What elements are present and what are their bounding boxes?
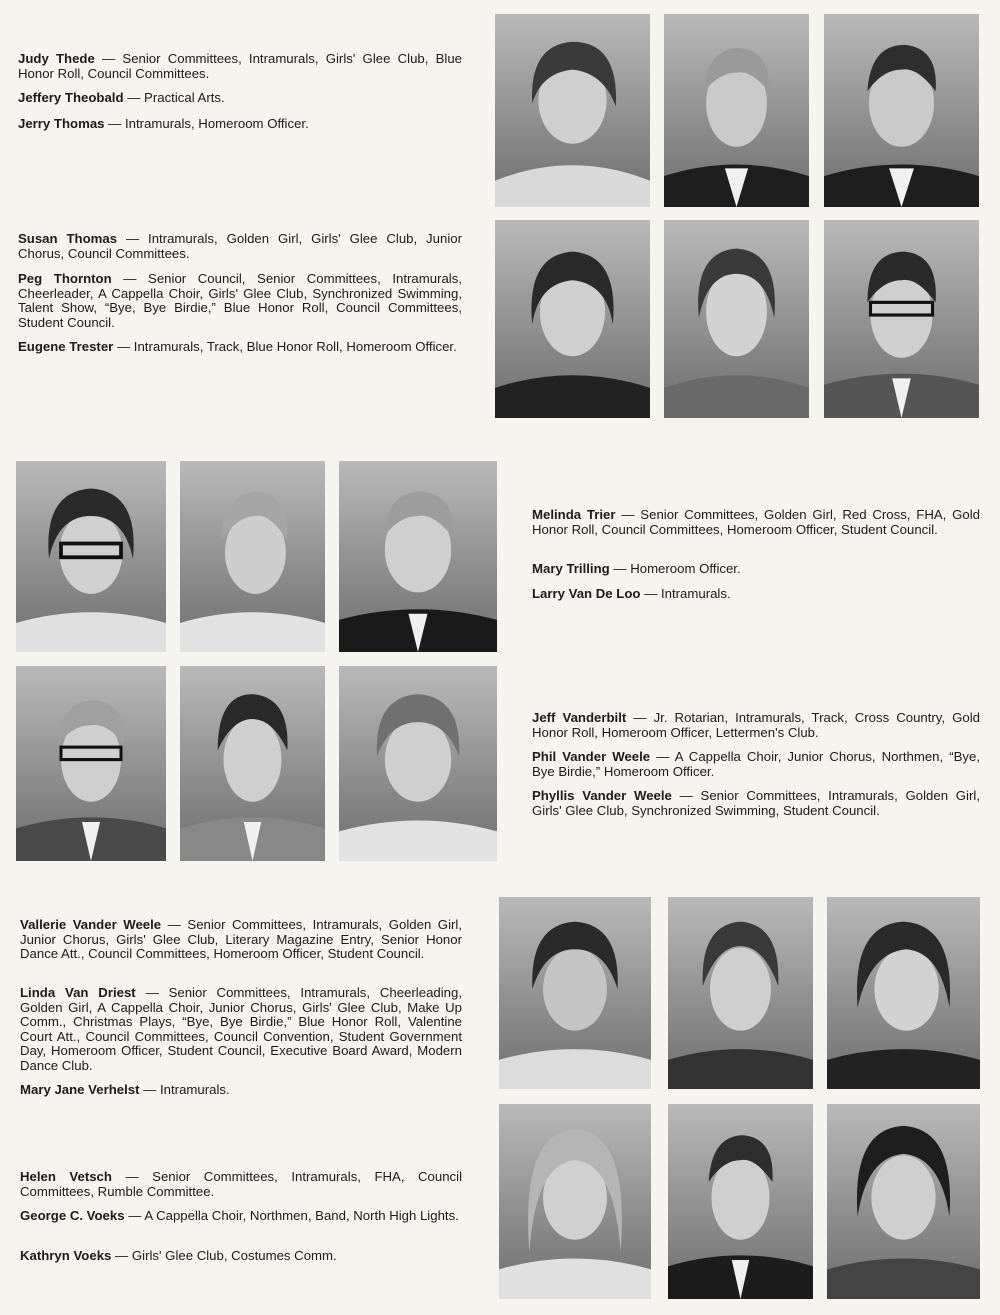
student-activities: — Intramurals.: [644, 586, 731, 601]
portrait-silhouette-icon: [824, 14, 979, 207]
student-name: Susan Thomas: [18, 231, 118, 246]
student-name: Jerry Thomas: [18, 116, 105, 131]
portrait-silhouette-icon: [495, 220, 650, 418]
student-name: Phyllis Vander Weele: [532, 788, 672, 803]
portrait-photo: [824, 14, 979, 207]
student-name: Helen Vetsch: [20, 1169, 112, 1184]
entry-phil-vander-weele: [532, 750, 980, 779]
student-activities: — Intramurals.: [143, 1082, 230, 1097]
student-activities: — A Cappella Choir, Junior Chorus, Northmen, “Bye, Bye Birdie,” Homeroom Officer.: [532, 749, 980, 779]
entry-mary-jane-verhelst: [20, 1083, 462, 1098]
entry-mary-trilling: [532, 562, 980, 577]
portrait-silhouette-icon: [16, 461, 166, 652]
portrait-silhouette-icon: [668, 1104, 813, 1299]
entry-jerry-thomas: [18, 117, 462, 132]
portrait-photo: [668, 897, 813, 1089]
student-name: Eugene Trester: [18, 339, 114, 354]
entry-susan-thomas: [18, 232, 462, 261]
entry-judy-thede: [18, 52, 462, 81]
student-name: George C. Voeks: [20, 1208, 125, 1223]
entry-helen-vetsch: [20, 1170, 462, 1199]
portrait-photo: [495, 14, 650, 207]
portrait-silhouette-icon: [668, 897, 813, 1089]
portrait-silhouette-icon: [180, 666, 325, 861]
entry-jeffery-theobald: [18, 91, 462, 106]
student-name: Jeffery Theobald: [18, 90, 124, 105]
student-activities: — Intramurals, Track, Blue Honor Roll, Homeroom Officer.: [116, 339, 457, 354]
entry-jeff-vanderbilt: [532, 711, 980, 740]
portrait-photo: [339, 666, 497, 861]
student-activities: — Senior Committees, Intramurals, Cheerleading, Golden Girl, A Cappella Choir, Junior Chorus, Girls' Glee Club, Make Up Comm., Christmas Plays, “Bye, Bye Birdie,” Blue Honor Roll, Valentine Court Att., Council Committees, Council Convention, Student Government Day, Homeroom Officer, Student Council, Executive Board Award, Modern Dance Club.: [20, 985, 462, 1073]
student-name: Larry Van De Loo: [532, 586, 641, 601]
student-activities: — Senior Committees, Intramurals, Golden Girl, Junior Chorus, Girls' Glee Club, Literary Magazine Entry, Senior Honor Dance Att., Council Committees, Homeroom Officer, Student Council.: [20, 917, 462, 962]
portrait-photo: [827, 897, 980, 1089]
student-activities: — Jr. Rotarian, Intramurals, Track, Cross Country, Gold Honor Roll, Homeroom Officer, Lettermen's Club.: [532, 710, 980, 740]
portrait-silhouette-icon: [16, 666, 166, 861]
student-activities: — A Cappella Choir, Northmen, Band, North High Lights.: [128, 1208, 459, 1223]
portrait-silhouette-icon: [664, 220, 809, 418]
portrait-silhouette-icon: [827, 897, 980, 1089]
portrait-silhouette-icon: [824, 220, 979, 418]
student-activities: — Intramurals, Homeroom Officer.: [108, 116, 309, 131]
student-activities: — Homeroom Officer.: [613, 561, 741, 576]
portrait-photo: [495, 220, 650, 418]
entry-vallerie-vander-weele: [20, 918, 462, 962]
entry-larry-van-de-loo: [532, 587, 980, 602]
student-activities: — Senior Committees, Intramurals, Girls' Glee Club, Blue Honor Roll, Council Committees.: [18, 51, 462, 81]
portrait-photo: [180, 666, 325, 861]
student-activities: — Senior Committees, Intramurals, FHA, Council Committees, Rumble Committee.: [20, 1169, 462, 1199]
student-name: Linda Van Driest: [20, 985, 136, 1000]
student-name: Judy Thede: [18, 51, 95, 66]
student-name: Melinda Trier: [532, 507, 616, 522]
student-name: Peg Thornton: [18, 271, 112, 286]
entry-peg-thornton: [18, 272, 462, 330]
student-name: Jeff Vanderbilt: [532, 710, 627, 725]
portrait-photo: [16, 666, 166, 861]
portrait-photo: [499, 1104, 651, 1299]
portrait-silhouette-icon: [664, 14, 809, 207]
portrait-photo: [16, 461, 166, 652]
portrait-silhouette-icon: [339, 461, 497, 652]
portrait-photo: [664, 14, 809, 207]
entry-eugene-trester: [18, 340, 462, 355]
portrait-photo: [339, 461, 497, 652]
entry-melinda-trier: [532, 508, 980, 537]
portrait-photo: [664, 220, 809, 418]
portrait-silhouette-icon: [495, 14, 650, 207]
portrait-photo: [668, 1104, 813, 1299]
portrait-silhouette-icon: [339, 666, 497, 861]
portrait-photo: [827, 1104, 980, 1299]
student-activities: — Intramurals, Golden Girl, Girls' Glee Club, Junior Chorus, Council Committees.: [18, 231, 462, 261]
portrait-photo: [499, 897, 651, 1089]
student-name: Mary Trilling: [532, 561, 610, 576]
portrait-silhouette-icon: [499, 1104, 651, 1299]
entry-george-voeks: [20, 1209, 462, 1224]
student-name: Kathryn Voeks: [20, 1248, 112, 1263]
portrait-silhouette-icon: [180, 461, 325, 652]
student-activities: — Senior Committees, Golden Girl, Red Cross, FHA, Gold Honor Roll, Council Committees, Homeroom Officer, Student Council.: [532, 507, 980, 537]
entry-phyllis-vander-weele: [532, 789, 980, 818]
student-activities: — Senior Council, Senior Committees, Intramurals, Cheerleader, A Cappella Choir, Girls' Glee Club, Synchronized Swimming, Talent Show, “Bye, Bye Birdie,” Blue Honor Roll, Council Committees, Student Council.: [18, 271, 462, 330]
student-name: Phil Vander Weele: [532, 749, 651, 764]
student-name: Mary Jane Verhelst: [20, 1082, 140, 1097]
entry-linda-van-driest: [20, 986, 462, 1074]
student-name: Vallerie Vander Weele: [20, 917, 162, 932]
student-activities: — Girls' Glee Club, Costumes Comm.: [115, 1248, 337, 1263]
portrait-silhouette-icon: [499, 897, 651, 1089]
portrait-photo: [180, 461, 325, 652]
student-activities: — Practical Arts.: [127, 90, 225, 105]
entry-kathryn-voeks: [20, 1249, 462, 1264]
portrait-photo: [824, 220, 979, 418]
portrait-silhouette-icon: [827, 1104, 980, 1299]
student-activities: — Senior Committees, Intramurals, Golden Girl, Girls' Glee Club, Synchronized Swimming, Student Council.: [532, 788, 980, 818]
